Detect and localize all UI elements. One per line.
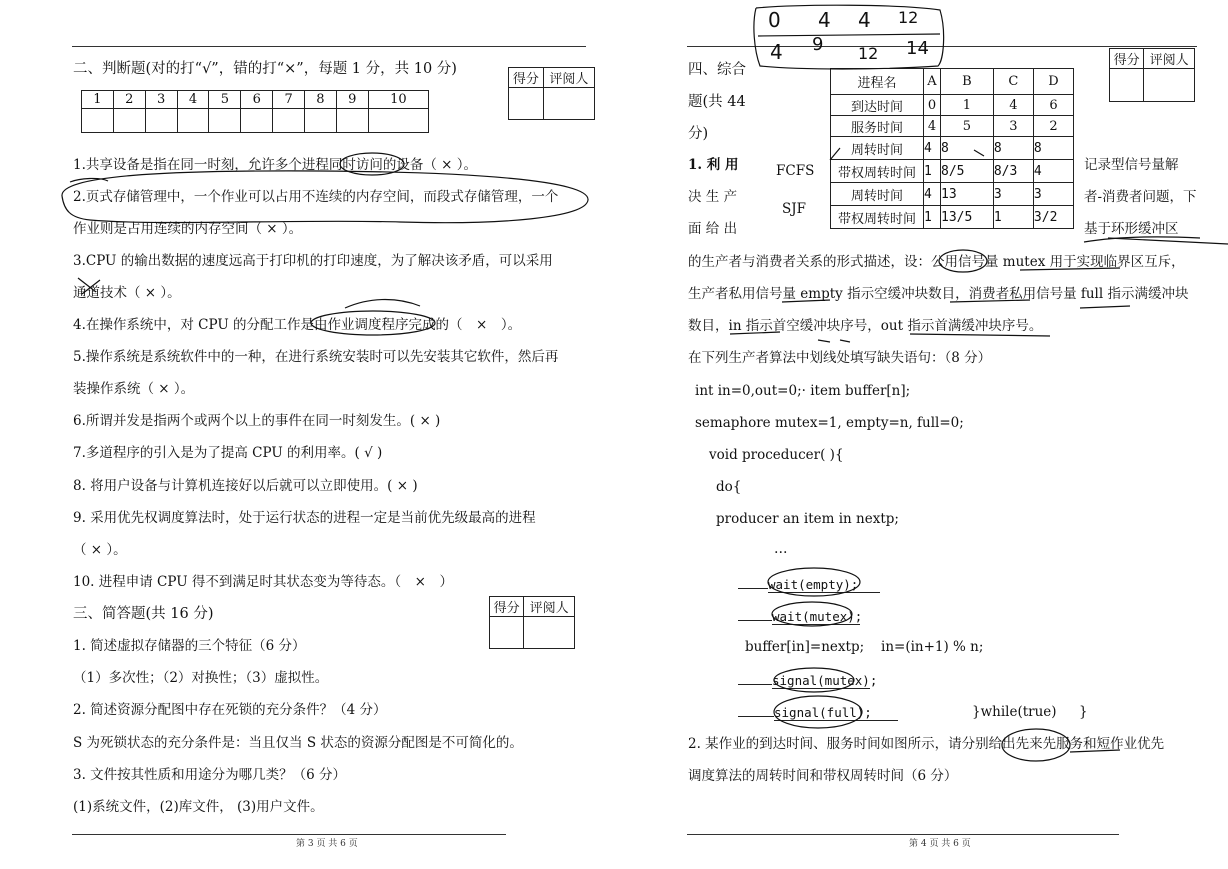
score-cell[interactable] <box>490 617 524 649</box>
answer-cell[interactable] <box>241 109 273 133</box>
table-header: D <box>1033 69 1073 95</box>
fill-answer: wait(empty); <box>768 577 880 593</box>
score-table-section3 <box>489 596 575 649</box>
table-header: B <box>941 69 994 95</box>
table-row-label: 带权周转时间 <box>831 160 924 183</box>
fcfs-label: FCFS <box>776 163 815 179</box>
table-cell: 4 <box>924 116 941 137</box>
section4-title: 四、综合 <box>688 62 746 78</box>
q2-text-line: 调度算法的周转时间和带权周转时间（6 分） <box>688 768 958 784</box>
q1-left-fragment: 面 给 出 <box>688 221 738 237</box>
fill-blank-4[interactable] <box>738 702 898 721</box>
reviewer-cell[interactable] <box>524 617 575 649</box>
page-footer: 第 4 页 共 6 页 <box>909 839 971 849</box>
answer-grid <box>81 90 429 133</box>
table-cell: 8 <box>993 137 1033 160</box>
answer-cell[interactable] <box>209 109 241 133</box>
score-table-section4 <box>1109 48 1195 102</box>
q1-right-fragment: 记录型信号量解 <box>1084 157 1179 173</box>
grid-number: 7 <box>273 91 305 109</box>
answer-cell[interactable] <box>177 109 209 133</box>
code-line: semaphore mutex=1, empty=n, full=0; <box>695 415 964 431</box>
table-cell: 6 <box>1033 95 1073 116</box>
hand-number: 4 <box>770 40 783 64</box>
grid-number: 10 <box>368 91 428 109</box>
q1-right-fragment: 基于环形缓冲区 <box>1084 221 1179 237</box>
bottom-rule-right <box>687 834 1119 835</box>
fill-answer: signal(full); <box>774 705 898 721</box>
section4-title: 题(共 44 <box>688 94 746 110</box>
table-cell: 4 <box>924 137 941 160</box>
reviewer-label: 评阅人 <box>1144 49 1195 69</box>
score-cell[interactable] <box>1110 69 1144 102</box>
table-cell: 8 <box>941 137 994 160</box>
reviewer-cell[interactable] <box>1144 69 1195 102</box>
ink-arc <box>345 300 420 309</box>
answer-cell[interactable] <box>82 109 114 133</box>
score-label: 得分 <box>509 68 544 88</box>
ink-divider <box>758 34 940 36</box>
table-cell: 8 <box>1033 137 1073 160</box>
question-line: 通道技术（ × ）。 <box>73 285 181 301</box>
fill-answer: signal(mutex); <box>772 673 878 688</box>
table-cell: 1 <box>924 206 941 229</box>
short-answer-line: 3. 文件按其性质和用途分为哪几类？（6 分） <box>73 767 347 783</box>
top-rule-left <box>72 46 586 47</box>
q2-text-line: 2. 某作业的到达时间、服务时间如图所示，请分别给出先来先服务和短作业优先 <box>688 736 1165 752</box>
question-line: 8. 将用户设备与计算机连接好以后就可以立即使用。( × ) <box>73 478 418 494</box>
question-line: 1.共享设备是指在同一时刻，允许多个进程同时访问的设备（ × ）。 <box>73 157 478 173</box>
short-answer-line: 2. 简述资源分配图中存在死锁的充分条件？（4 分） <box>73 702 387 718</box>
answer-cell[interactable] <box>273 109 305 133</box>
hand-number: 12 <box>858 44 879 63</box>
grid-number: 3 <box>145 91 177 109</box>
fill-blank-2[interactable] <box>738 606 863 625</box>
table-row-label: 周转时间 <box>831 183 924 206</box>
hand-number: 9 <box>812 34 824 55</box>
table-cell: 1 <box>924 160 941 183</box>
fill-answer: wait(mutex); <box>772 609 863 624</box>
question-line: 9. 采用优先权调度算法时，处于运行状态的进程一定是当前优先级最高的进程 <box>73 510 536 526</box>
table-cell: 13 <box>941 183 994 206</box>
question-line: 3.CPU 的输出数据的速度远高于打印机的打印速度，为了解决该矛盾，可以采用 <box>73 253 553 269</box>
bottom-rule-left <box>72 834 506 835</box>
score-cell[interactable] <box>509 88 544 120</box>
short-answer-line: (1)系统文件，(2)库文件， (3)用户文件。 <box>73 799 324 815</box>
code-line: }while(true) <box>972 704 1057 720</box>
fill-blank-1[interactable] <box>738 574 880 593</box>
answer-cell[interactable] <box>113 109 145 133</box>
table-row-label: 周转时间 <box>831 137 924 160</box>
hand-number: 12 <box>898 8 919 27</box>
hand-number: 4 <box>818 8 831 32</box>
fill-blank-3[interactable] <box>738 670 878 689</box>
score-label: 得分 <box>1110 49 1144 69</box>
table-cell: 4 <box>993 95 1033 116</box>
q1-text-line: 数目，in 指示首空缓冲块序号，out 指示首满缓冲块序号。 <box>688 318 1043 334</box>
hand-number: 14 <box>906 38 929 59</box>
hand-number: 0 <box>768 8 781 32</box>
section4-title: 分) <box>688 126 709 142</box>
question-line: 2.页式存储管理中，一个作业可以占用不连续的内存空间，而段式存储管理，一个 <box>73 189 559 205</box>
table-cell: 4 <box>1033 160 1073 183</box>
sjf-label: SJF <box>782 201 807 217</box>
question-line: 6.所谓并发是指两个或两个以上的事件在同一时刻发生。( × ) <box>73 413 441 429</box>
table-row-label: 带权周转时间 <box>831 206 924 229</box>
question-line: 10. 进程申请 CPU 得不到满足时其状态变为等待态。（ × ） <box>73 574 453 590</box>
table-cell: 3 <box>993 183 1033 206</box>
question-line: 7.多道程序的引入是为了提高 CPU 的利用率。( √ ) <box>73 445 383 461</box>
table-header: 进程名 <box>831 69 924 95</box>
short-answer-line: 1. 简述虚拟存储器的三个特征（6 分） <box>73 638 306 654</box>
short-answer-line: S 为死锁状态的充分条件是：当且仅当 S 状态的资源分配图是不可简化的。 <box>73 735 523 751</box>
answer-cell[interactable] <box>336 109 368 133</box>
table-cell: 1 <box>993 206 1033 229</box>
code-line: } <box>1079 704 1088 720</box>
table-header: A <box>924 69 941 95</box>
grid-number: 5 <box>209 91 241 109</box>
code-line: int in=0,out=0;· item buffer[n]; <box>695 383 911 399</box>
reviewer-label: 评阅人 <box>543 68 594 88</box>
section2-title: 二、判断题(对的打“√”，错的打“×”，每题 1 分，共 10 分) <box>73 61 457 77</box>
code-line: in=(in+1) % n; <box>881 639 984 655</box>
grid-number: 6 <box>241 91 273 109</box>
table-cell: 8/3 <box>993 160 1033 183</box>
ink-hook <box>70 178 108 182</box>
code-line: … <box>774 541 788 557</box>
grid-number: 1 <box>82 91 114 109</box>
q1-text-line: 生产者私用信号量 empty 指示空缓冲块数目，消费者私用信号量 full 指示满缓冲块 <box>688 286 1189 302</box>
process-table <box>830 68 1074 229</box>
q1-left-fragment: 决 生 产 <box>688 189 738 205</box>
top-rule-right <box>687 46 1197 47</box>
question-line: 作业则是占用连续的内存空间（ × ）。 <box>73 221 303 237</box>
reviewer-cell[interactable] <box>543 88 594 120</box>
question-line: 5.操作系统是系统软件中的一种，在进行系统安装时可以先安装其它软件，然后再 <box>73 349 559 365</box>
q1-left-fragment: 1. 利 用 <box>688 157 739 173</box>
table-cell: 0 <box>924 95 941 116</box>
section3-title: 三、简答题(共 16 分) <box>73 606 214 622</box>
q1-text-line: 在下列生产者算法中划线处填写缺失语句：（8 分） <box>688 350 992 366</box>
grid-number: 4 <box>177 91 209 109</box>
short-answer-line: （1）多次性；（2）对换性；（3）虚拟性。 <box>73 670 329 686</box>
code-line: buffer[in]=nextp; <box>745 639 865 655</box>
table-cell: 5 <box>941 116 994 137</box>
question-line: 4.在操作系统中，对 CPU 的分配工作是由作业调度程序完成的（ × ）。 <box>73 317 522 333</box>
hand-number: 4 <box>858 8 871 32</box>
table-row-label: 服务时间 <box>831 116 924 137</box>
table-row-label: 到达时间 <box>831 95 924 116</box>
answer-cell[interactable] <box>305 109 337 133</box>
grid-number: 9 <box>336 91 368 109</box>
table-cell: 3/2 <box>1033 206 1073 229</box>
table-header: C <box>993 69 1033 95</box>
code-line: void proceducer( ){ <box>709 447 844 463</box>
ink-underline <box>1108 238 1228 244</box>
page-footer: 第 3 页 共 6 页 <box>296 839 358 849</box>
ink-mark <box>818 340 850 342</box>
table-cell: 8/5 <box>941 160 994 183</box>
code-line: producer an item in nextp; <box>716 511 899 527</box>
score-table-section2 <box>508 67 595 120</box>
table-cell: 13/5 <box>941 206 994 229</box>
question-line: （ × ）。 <box>73 542 127 558</box>
grid-number: 2 <box>113 91 145 109</box>
code-line: do{ <box>716 479 742 495</box>
q1-right-fragment: 者-消费者问题，下 <box>1084 189 1197 205</box>
table-cell: 3 <box>993 116 1033 137</box>
score-label: 得分 <box>490 597 524 617</box>
grid-number: 8 <box>305 91 337 109</box>
table-cell: 4 <box>924 183 941 206</box>
reviewer-label: 评阅人 <box>524 597 575 617</box>
q1-text-line: 的生产者与消费者关系的形式描述，设：公用信号量 mutex 用于实现临界区互斥， <box>688 254 1185 270</box>
question-line: 装操作系统（ × ）。 <box>73 381 195 397</box>
answer-cell[interactable] <box>368 109 428 133</box>
table-cell: 3 <box>1033 183 1073 206</box>
answer-cell[interactable] <box>145 109 177 133</box>
table-cell: 1 <box>941 95 994 116</box>
table-cell: 2 <box>1033 116 1073 137</box>
